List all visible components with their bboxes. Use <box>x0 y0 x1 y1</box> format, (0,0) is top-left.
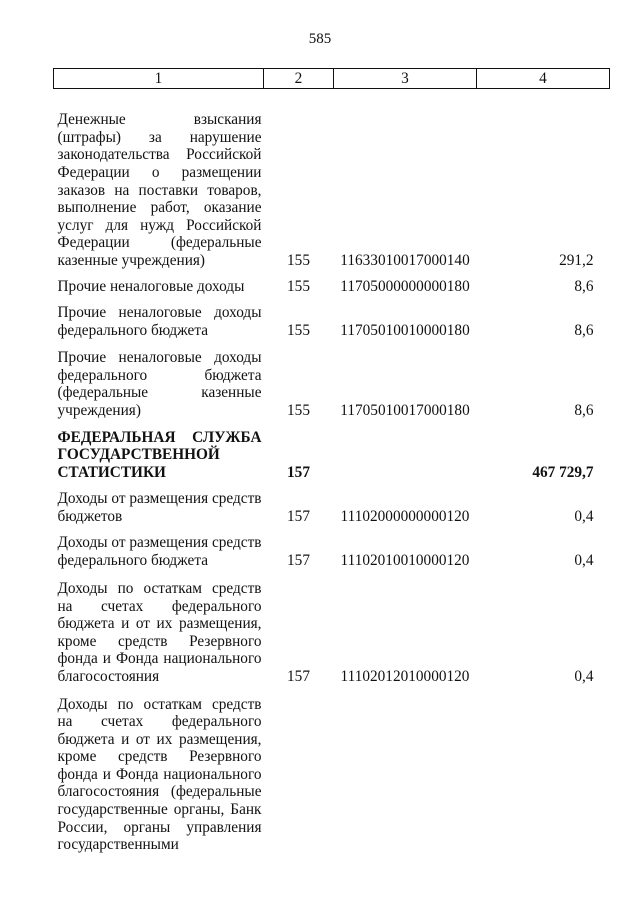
row-chapter-code: 157 <box>287 507 310 525</box>
table-row <box>54 420 610 482</box>
row-name: Прочие неналоговые доходы <box>57 277 245 295</box>
table-header <box>54 69 610 89</box>
row-chapter-code <box>264 686 334 854</box>
row-chapter-code: 155 <box>287 277 310 295</box>
row-budget-code: 11705010017000180 <box>340 401 470 419</box>
row-chapter-code: 155 <box>287 321 310 339</box>
row-amount: 8,6 <box>574 401 594 419</box>
header-row <box>54 69 610 89</box>
row-name: Денежные взыскания (штрафы) за нарушение законодательства Российской Федерации о размещении заказов на поставки товаров, выполнение работ, оказание услуг для нужд Российской Федерации (федеральные казенные учреждения) <box>57 111 262 269</box>
row-amount: 291,2 <box>559 251 594 269</box>
row-name: Доходы от размещения средств федерального бюджета <box>57 534 262 569</box>
row-name: Доходы от размещения средств бюджетов <box>57 490 262 525</box>
row-amount: 0,4 <box>574 667 594 685</box>
row-chapter-code: 157 <box>287 463 310 481</box>
row-name: ФЕДЕРАЛЬНАЯ СЛУЖБА ГОСУДАРСТВЕННОЙ СТАТИСТИКИ <box>57 428 262 481</box>
header-col-1: 1 <box>54 69 264 89</box>
row-budget-code: 11633010017000140 <box>340 251 470 269</box>
row-chapter-code: 155 <box>287 251 310 269</box>
row-budget-code <box>334 686 477 854</box>
table-row <box>54 686 610 854</box>
row-budget-code: 11102000000000120 <box>340 507 470 525</box>
header-col-4: 4 <box>477 69 610 89</box>
row-name: Доходы по остаткам средств на счетах федерального бюджета и от их размещения, кроме средств Резервного фонда и Фонда национального благосостояния (федеральные государственные органы, Банк России, органы управления государственными <box>57 695 262 854</box>
budget-revenue-table <box>53 68 610 854</box>
row-amount: 467 729,7 <box>532 463 594 481</box>
row-budget-code: 11102010010000120 <box>340 551 470 569</box>
row-chapter-code: 157 <box>287 551 310 569</box>
table-row <box>54 340 610 420</box>
table-row <box>54 570 610 686</box>
row-name: Доходы по остаткам средств на счетах федерального бюджета и от их размещения, кроме средств Резервного фонда и Фонда национального благосостояния <box>57 579 262 685</box>
row-name: Прочие неналоговые доходы федерального бюджета (федеральные казенные учреждения) <box>57 349 262 419</box>
table-row <box>54 482 610 526</box>
row-budget-code: 11705010010000180 <box>340 321 470 339</box>
header-col-2: 2 <box>264 69 334 89</box>
row-budget-code <box>334 420 477 482</box>
table-row <box>54 89 610 270</box>
row-amount <box>477 686 610 854</box>
row-amount: 8,6 <box>574 277 594 295</box>
page-number: 585 <box>308 31 332 47</box>
row-name: Прочие неналоговые доходы федерального бюджета <box>57 304 262 339</box>
row-amount: 0,4 <box>574 507 594 525</box>
row-budget-code: 11102012010000120 <box>340 667 470 685</box>
row-budget-code: 11705000000000180 <box>340 277 470 295</box>
table-row <box>54 270 610 296</box>
header-col-3: 3 <box>334 69 477 89</box>
row-chapter-code: 155 <box>287 401 310 419</box>
row-amount: 8,6 <box>574 321 594 339</box>
row-chapter-code: 157 <box>287 667 310 685</box>
table-row <box>54 296 610 340</box>
table-row <box>54 526 610 570</box>
table-body <box>54 89 610 854</box>
row-amount: 0,4 <box>574 551 594 569</box>
